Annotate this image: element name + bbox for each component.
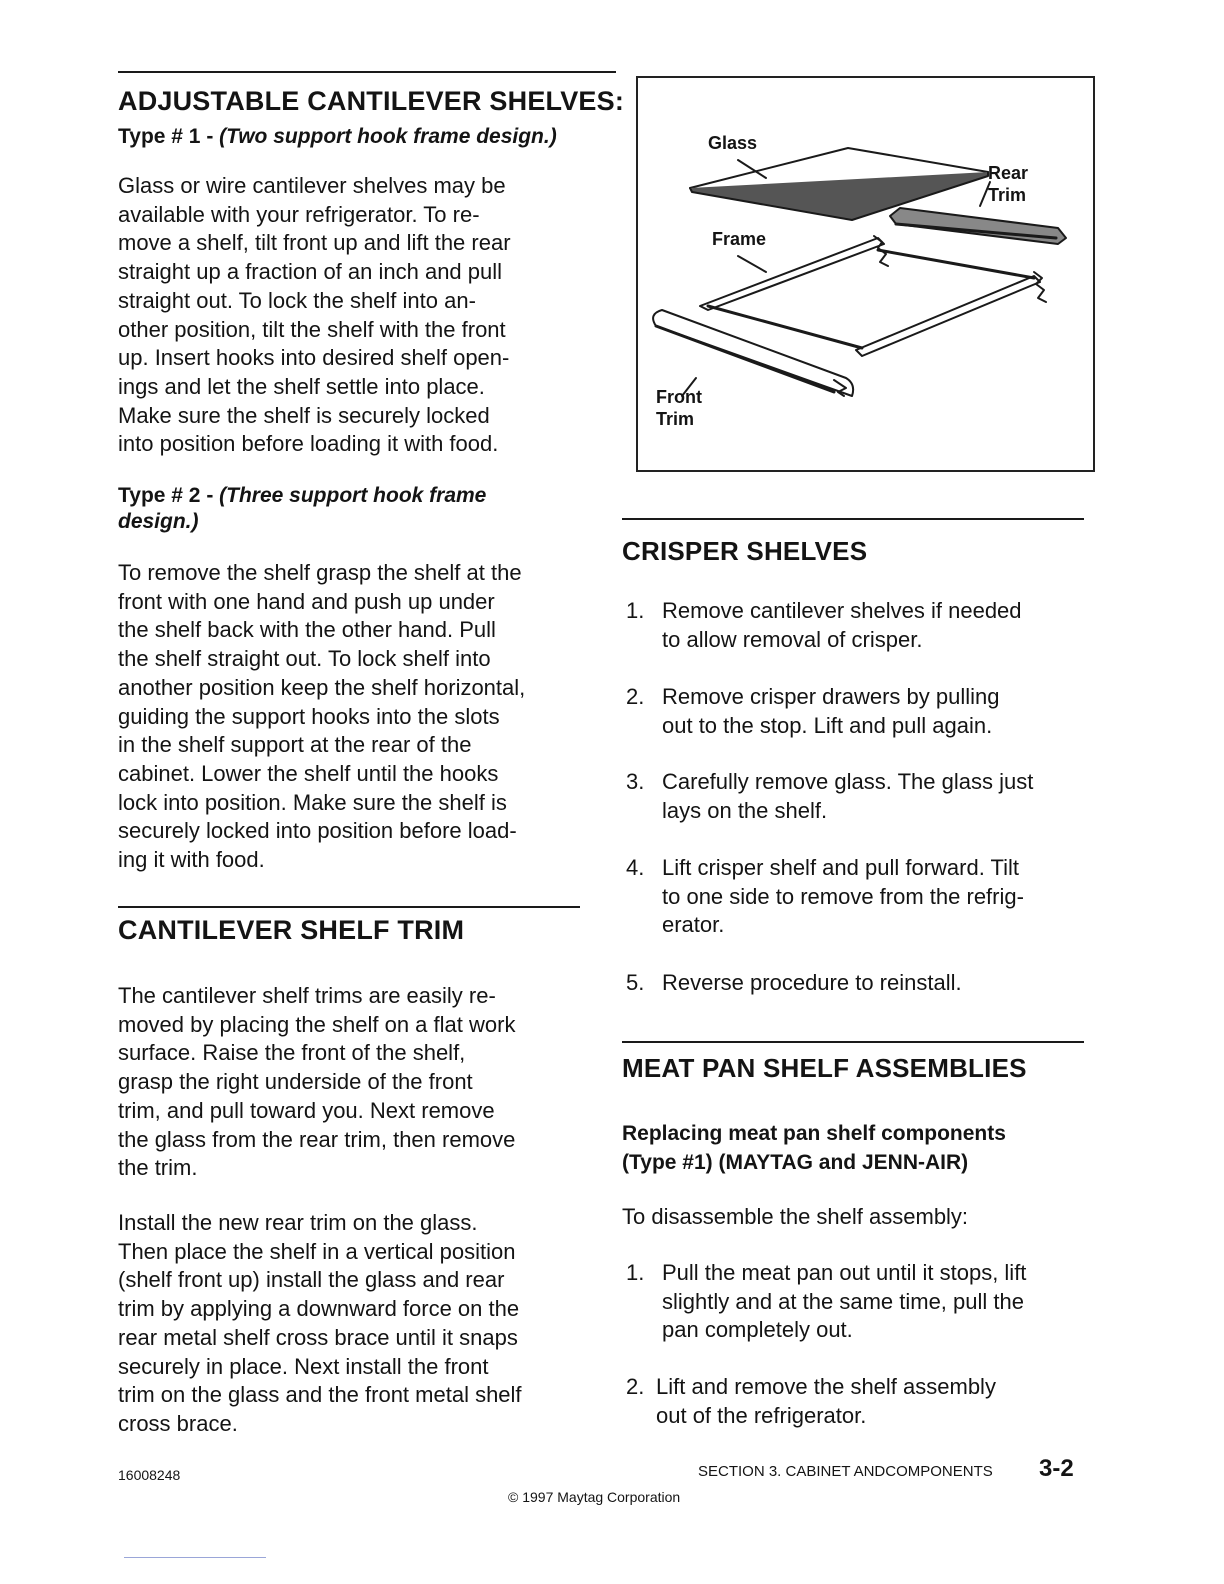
text-line: trim by applying a downward force on the — [118, 1296, 520, 1322]
section-divider — [622, 1041, 1084, 1043]
shelf-trim-title: CANTILEVER SHELF TRIM — [118, 915, 465, 945]
label-rear-line: Rear — [988, 163, 1029, 183]
text-line: front with one hand and push up under — [118, 588, 495, 614]
text-line: grasp the right underside of the front — [118, 1069, 473, 1095]
type1-paragraph — [118, 172, 511, 459]
text-line: pan completely out. — [662, 1317, 853, 1342]
text-line: Lift and remove the shelf assembly — [656, 1374, 996, 1399]
text-line: Remove cantilever shelves if needed — [662, 598, 1022, 623]
step-text — [662, 768, 1033, 825]
text-line: trim, and pull toward you. Next remove — [118, 1097, 495, 1123]
frame-rear-bar — [878, 250, 1034, 278]
text-line: out of the refrigerator. — [656, 1402, 867, 1428]
text-line: straight out. To lock the shelf into an- — [118, 287, 476, 313]
text-line: available with your refrigerator. To re- — [118, 201, 480, 227]
text-line: out to the stop. Lift and pull again. — [662, 712, 993, 738]
label-frame: Frame — [712, 229, 767, 249]
front-trim — [653, 310, 853, 396]
text-line: ing it with food. — [118, 847, 265, 873]
type2-paragraph — [118, 559, 525, 875]
text-line: surface. Raise the front of the shelf, — [118, 1040, 466, 1066]
section-divider — [622, 518, 1084, 520]
step-text — [662, 683, 999, 740]
text-line: trim on the glass and the front metal shelf — [118, 1382, 522, 1408]
shelf-exploded-drawing — [638, 78, 1093, 470]
text-line: Install the new rear trim on the glass. — [118, 1210, 478, 1235]
text-line: ings and let the shelf settle into place. — [118, 373, 485, 399]
subheading-line: Replacing meat pan shelf components — [622, 1122, 1006, 1145]
meat-pan-intro: To disassemble the shelf assembly: — [622, 1204, 969, 1229]
text-line: securely in place. Next install the front — [118, 1353, 489, 1379]
subheading-line: (Type #1) (MAYTAG and JENN-AIR) — [622, 1151, 969, 1174]
text-line: guiding the support hooks into the slots — [118, 703, 500, 729]
text-line: Then place the shelf in a vertical position — [118, 1238, 516, 1264]
text-line: into position before loading it with food. — [118, 431, 499, 457]
step-text — [662, 597, 1022, 654]
type1-subheading — [118, 124, 557, 150]
section-footer: SECTION 3. CABINET ANDCOMPONENTS — [698, 1463, 993, 1480]
copyright: © 1997 Maytag Corporation — [508, 1489, 681, 1505]
type2-description-cont: design.) — [118, 510, 199, 533]
text-line: Remove crisper drawers by pulling — [662, 684, 1000, 709]
step-number: 4. — [626, 855, 645, 880]
section-divider — [118, 71, 616, 73]
text-line: Glass or wire cantilever shelves may be — [118, 173, 506, 198]
crisper-shelves-title: CRISPER SHELVES — [622, 536, 868, 566]
front-trim-edge — [656, 326, 834, 392]
type1-label: Type # 1 - — [118, 125, 220, 148]
text-line: erator. — [662, 912, 725, 937]
text-line: another position keep the shelf horizontal, — [118, 674, 526, 700]
meat-pan-subheading — [622, 1119, 1006, 1177]
frame-right-arm — [856, 276, 1040, 356]
text-line: securely locked into position before load- — [118, 818, 517, 844]
label-rear-trim — [988, 162, 1028, 206]
trim-paragraph-2 — [118, 1209, 522, 1439]
text-line: moved by placing the shelf on a flat work — [118, 1011, 516, 1037]
text-line: straight up a fraction of an inch and pull — [118, 259, 503, 285]
text-line: Lift crisper shelf and pull forward. Tilt — [662, 855, 1020, 880]
scan-edge-line — [124, 1557, 266, 1558]
text-line: Reverse procedure to reinstall. — [662, 970, 962, 995]
text-line: slightly and at the same time, pull the — [662, 1288, 1024, 1314]
step-number: 1. — [626, 1260, 645, 1285]
text-line: The cantilever shelf trims are easily re- — [118, 983, 496, 1008]
type2-description: (Three support hook frame — [219, 484, 487, 507]
shelf-diagram — [636, 76, 1095, 472]
meat-pan-title: MEAT PAN SHELF ASSEMBLIES — [622, 1053, 1027, 1083]
text-line: lock into position. Make sure the shelf is — [118, 789, 507, 815]
text-line: Pull the meat pan out until it stops, lift — [662, 1260, 1027, 1285]
text-line: the shelf back with the other hand. Pull — [118, 617, 496, 643]
text-line: Carefully remove glass. The glass just — [662, 769, 1034, 794]
step-number: 3. — [626, 769, 645, 794]
type1-description: (Two support hook frame design.) — [219, 125, 557, 148]
section-divider — [118, 906, 580, 908]
step-text — [662, 854, 1024, 940]
step-number: 2. — [626, 1374, 645, 1399]
label-trim-line: Trim — [656, 409, 695, 429]
text-line: the shelf straight out. To lock shelf into — [118, 646, 491, 672]
page-number: 3-2 — [1039, 1455, 1074, 1482]
step-text — [656, 1373, 996, 1430]
step-text — [662, 1259, 1026, 1345]
step-number: 1. — [626, 598, 645, 623]
trim-paragraph-1 — [118, 982, 515, 1183]
text-line: move a shelf, tilt front up and lift the rear — [118, 230, 511, 256]
text-line: To remove the shelf grasp the shelf at the — [118, 560, 522, 585]
step-number: 5. — [626, 970, 645, 995]
document-number: 16008248 — [118, 1467, 181, 1483]
text-line: cross brace. — [118, 1410, 238, 1436]
text-line: (shelf front up) install the glass and rear — [118, 1267, 505, 1293]
text-line: Make sure the shelf is securely locked — [118, 402, 490, 428]
frame-leader — [738, 256, 766, 272]
step-number: 2. — [626, 684, 645, 709]
text-line: to allow removal of crisper. — [662, 626, 923, 652]
type2-label: Type # 2 - — [118, 484, 220, 507]
label-glass: Glass — [708, 133, 758, 153]
text-line: the trim. — [118, 1155, 198, 1181]
label-front-trim — [656, 386, 702, 430]
text-line: other position, tilt the shelf with the front — [118, 316, 506, 342]
text-line: to one side to remove from the refrig- — [662, 883, 1024, 909]
step-text — [662, 969, 962, 998]
type2-subheading — [118, 483, 486, 535]
text-line: lays on the shelf. — [662, 797, 828, 823]
text-line: the glass from the rear trim, then remove — [118, 1126, 516, 1152]
adjustable-shelves-title: ADJUSTABLE CANTILEVER SHELVES: — [118, 86, 625, 116]
text-line: cabinet. Lower the shelf until the hooks — [118, 760, 499, 786]
text-line: up. Insert hooks into desired shelf open- — [118, 345, 510, 371]
label-trim-line: Trim — [988, 185, 1027, 205]
text-line: rear metal shelf cross brace until it snaps — [118, 1324, 518, 1350]
text-line: in the shelf support at the rear of the — [118, 732, 472, 758]
label-front-line: Front — [656, 387, 702, 407]
